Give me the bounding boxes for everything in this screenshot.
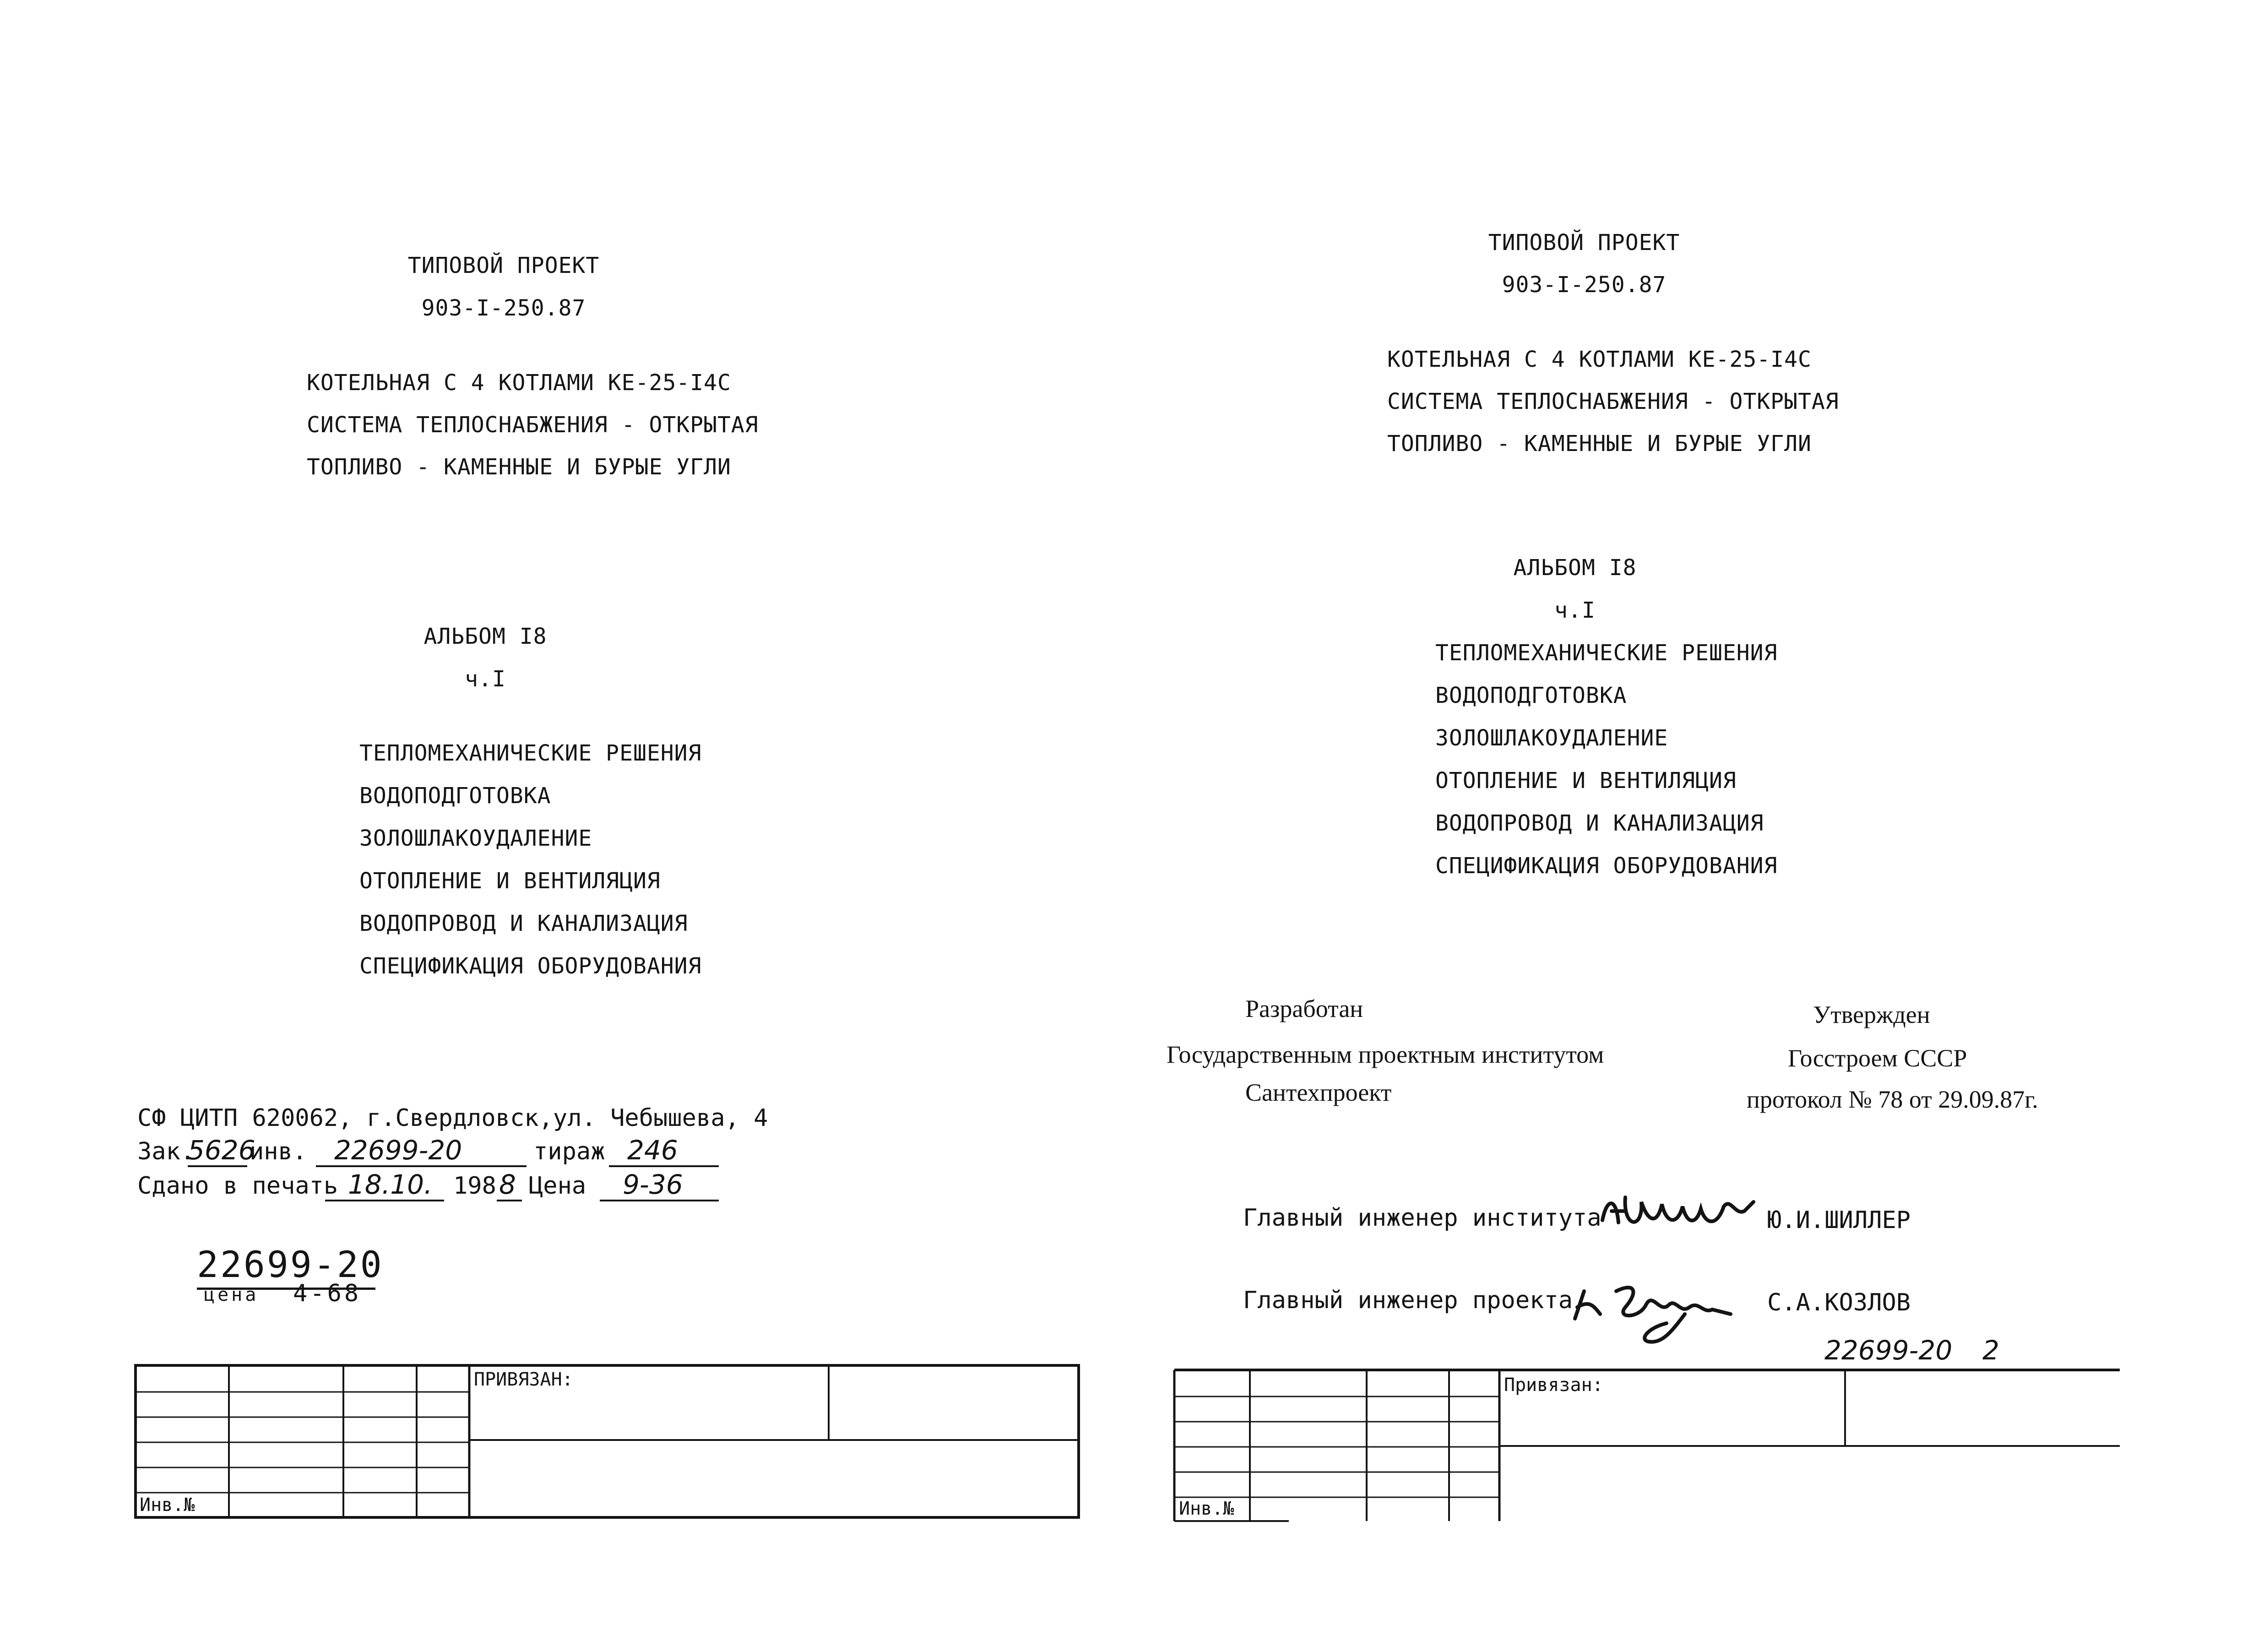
price-value: 9-36 — [623, 1169, 683, 1200]
right-title-line-2: СИСТЕМА ТЕПЛОСНАБЖЕНИЯ - ОТКРЫТАЯ — [1387, 389, 1839, 414]
approved-protocol: протокол № 78 от 29.09.87г. — [1747, 1086, 2038, 1113]
year-digit: 8 — [499, 1169, 516, 1200]
left-section-4: ОТОПЛЕНИЕ И ВЕНТИЛЯЦИЯ — [359, 868, 661, 894]
developed-label: Разработан — [1245, 995, 1363, 1022]
left-section-6: СПЕЦИФИКАЦИЯ ОБОРУДОВАНИЯ — [359, 953, 702, 979]
order-label: Зак. — [137, 1138, 195, 1165]
chief-project-name: С.А.КОЗЛОВ — [1767, 1289, 1911, 1316]
right-album-part: ч.I — [1554, 598, 1596, 623]
right-attached-label: Привязан: — [1504, 1375, 1603, 1396]
right-title-heading: ТИПОВОЙ ПРОЕКТ — [1488, 230, 1680, 255]
right-section-3: ЗОЛОШЛАКОУДАЛЕНИЕ — [1435, 725, 1668, 751]
price-label: Цена — [529, 1172, 586, 1200]
stamp-number: 22699-20 — [197, 1244, 384, 1286]
inv-label: инв. — [250, 1138, 307, 1165]
left-section-5: ВОДОПРОВОД И КАНАЛИЗАЦИЯ — [359, 911, 688, 936]
right-section-2: ВОДОПОДГОТОВКА — [1435, 683, 1627, 708]
left-title-line-3: ТОПЛИВО - КАМЕННЫЕ И БУРЫЕ УГЛИ — [307, 454, 731, 480]
right-section-4: ОТОПЛЕНИЕ И ВЕНТИЛЯЦИЯ — [1435, 768, 1737, 793]
left-title-line-2: СИСТЕМА ТЕПЛОСНАБЖЕНИЯ - ОТКРЫТАЯ — [307, 412, 759, 438]
right-handwritten-number: 22699-20 — [1824, 1335, 1953, 1366]
right-inv-label: Инв.№ — [1179, 1498, 1234, 1519]
right-title-line-3: ТОПЛИВО - КАМЕННЫЕ И БУРЫЕ УГЛИ — [1387, 431, 1812, 456]
left-section-2: ВОДОПОДГОТОВКА — [359, 783, 551, 809]
developed-org-line: Государственным проектным институтом — [1167, 1041, 1604, 1068]
chief-institute-name: Ю.И.ШИЛЛЕР — [1767, 1206, 1911, 1234]
chief-project-label: Главный инженер проекта — [1243, 1287, 1573, 1314]
left-title-line-1: КОТЕЛЬНАЯ С 4 КОТЛАМИ КЕ-25-I4С — [307, 370, 731, 396]
left-album-label: АЛЬБОМ I8 — [423, 624, 547, 649]
developed-org-name: Сантехпроект — [1245, 1079, 1392, 1106]
left-section-3: ЗОЛОШЛАКОУДАЛЕНИЕ — [359, 826, 592, 851]
left-album-part: ч.I — [465, 666, 506, 692]
left-attached-label: ПРИВЯЗАН: — [474, 1369, 573, 1390]
approved-label: Утвержден — [1813, 1001, 1930, 1028]
right-handwritten-page: 2 — [1982, 1335, 1999, 1366]
approved-org: Госстроем СССР — [1788, 1044, 1967, 1072]
stamp-price-label: цена — [204, 1284, 259, 1305]
sent-label: Сдано в печать — [137, 1172, 338, 1200]
right-section-1: ТЕПЛОМЕХАНИЧЕСКИЕ РЕШЕНИЯ — [1435, 640, 1778, 666]
left-inv-label: Инв.№ — [140, 1494, 195, 1516]
stamp-price-value: 4-68 — [293, 1280, 362, 1307]
right-project-code: 903-I-250.87 — [1502, 272, 1667, 298]
chief-institute-label: Главный инженер института — [1243, 1204, 1601, 1232]
inv-number: 22699-20 — [334, 1135, 462, 1166]
right-album-label: АЛЬБОМ I8 — [1513, 555, 1637, 581]
left-section-1: ТЕПЛОМЕХАНИЧЕСКИЕ РЕШЕНИЯ — [359, 740, 702, 766]
sent-date: 18.10. — [348, 1169, 433, 1200]
run-value: 246 — [627, 1135, 678, 1166]
left-title-heading: ТИПОВОЙ ПРОЕКТ — [407, 253, 600, 278]
left-project-code: 903-I-250.87 — [421, 295, 586, 321]
order-number: 5626 — [188, 1135, 255, 1166]
right-title-line-1: КОТЕЛЬНАЯ С 4 КОТЛАМИ КЕ-25-I4С — [1387, 347, 1812, 372]
right-section-6: СПЕЦИФИКАЦИЯ ОБОРУДОВАНИЯ — [1435, 853, 1778, 879]
run-label: тираж — [533, 1138, 605, 1165]
publisher-line: СФ ЦИТП 620062, г.Свердловск,ул. Чебышева, 4 — [137, 1104, 768, 1132]
right-section-5: ВОДОПРОВОД И КАНАЛИЗАЦИЯ — [1435, 810, 1764, 836]
year-prefix: 198 — [453, 1172, 496, 1200]
